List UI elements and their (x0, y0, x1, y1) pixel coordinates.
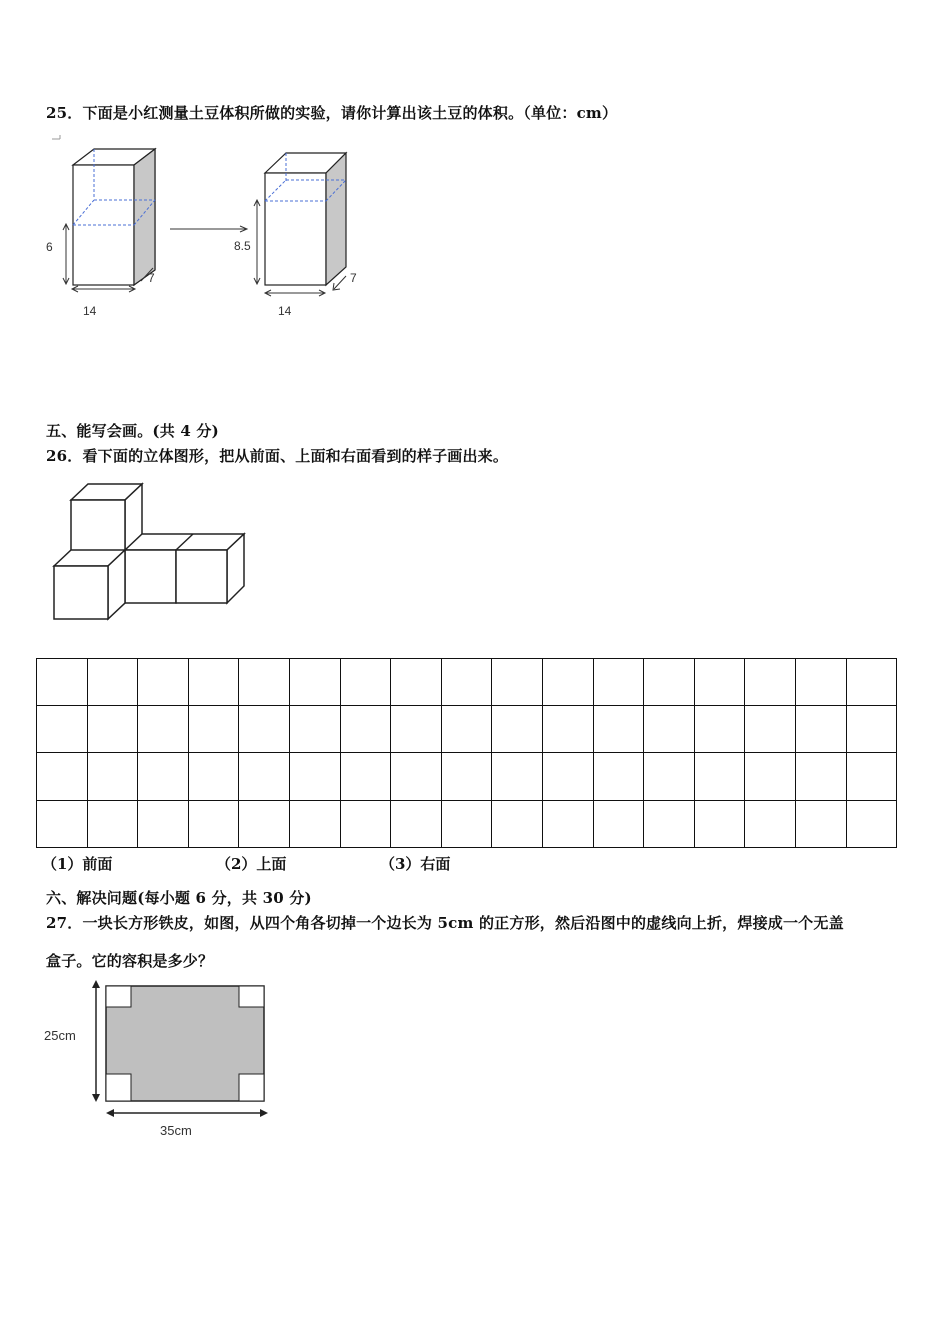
grid-cell[interactable] (694, 659, 745, 706)
grid-row (37, 659, 897, 706)
grid-cell[interactable] (239, 800, 290, 847)
grid-cell[interactable] (593, 659, 644, 706)
box2-width-label: 7 (350, 271, 357, 285)
grid-cell[interactable] (188, 706, 239, 753)
grid-cell[interactable] (441, 659, 492, 706)
grid-cell[interactable] (492, 659, 543, 706)
box2-height-label: 8.5 (234, 239, 251, 253)
grid-cell[interactable] (745, 659, 796, 706)
grid-cell[interactable] (441, 706, 492, 753)
grid-cell[interactable] (188, 800, 239, 847)
grid-cell[interactable] (87, 800, 138, 847)
grid-cell[interactable] (138, 659, 189, 706)
grid-cell[interactable] (37, 753, 88, 800)
container-after (234, 153, 357, 318)
container-before (46, 149, 155, 318)
grid-cell[interactable] (340, 659, 391, 706)
q25-figure (40, 135, 380, 325)
grid-cell[interactable] (694, 706, 745, 753)
cube-figure (50, 480, 250, 625)
grid-cell[interactable] (37, 659, 88, 706)
drawing-grid[interactable] (36, 658, 897, 848)
grid-cell[interactable] (239, 753, 290, 800)
grid-cell[interactable] (795, 706, 846, 753)
section5-title: 五、能写会画。(共 4 分) (46, 422, 219, 440)
grid-cell[interactable] (846, 659, 897, 706)
grid-cell[interactable] (37, 706, 88, 753)
q27-text-line2: 盒子。它的容积是多少？ (46, 952, 214, 970)
section6-title: 六、解决问题(每小题 6 分，共 30 分) (46, 889, 312, 907)
grid-cell[interactable] (391, 659, 442, 706)
grid-cell[interactable] (542, 706, 593, 753)
grid-cell[interactable] (795, 753, 846, 800)
caption-right: （3）右面 (380, 855, 451, 873)
grid-cell[interactable] (542, 753, 593, 800)
box1-length-label: 14 (83, 304, 97, 318)
grid-cell[interactable] (87, 753, 138, 800)
sheet-height-label: 25cm (44, 1028, 76, 1043)
grid-cell[interactable] (644, 659, 695, 706)
grid-cell[interactable] (391, 706, 442, 753)
grid-cell[interactable] (87, 706, 138, 753)
q25-text: 25．下面是小红测量土豆体积所做的实验，请你计算出该土豆的体积。（单位：cm） (46, 104, 618, 122)
grid-cell[interactable] (37, 800, 88, 847)
grid-cell[interactable] (340, 706, 391, 753)
grid-cell[interactable] (846, 800, 897, 847)
grid-cell[interactable] (492, 706, 543, 753)
grid-cell[interactable] (492, 753, 543, 800)
grid-cell[interactable] (694, 800, 745, 847)
grid-cell[interactable] (138, 706, 189, 753)
grid-cell[interactable] (593, 753, 644, 800)
grid-cell[interactable] (289, 753, 340, 800)
box1-width-label: 7 (148, 271, 155, 285)
sheet-width-label: 35cm (160, 1123, 192, 1138)
grid-cell[interactable] (441, 800, 492, 847)
grid-cell[interactable] (644, 800, 695, 847)
grid-cell[interactable] (289, 659, 340, 706)
grid-row (37, 753, 897, 800)
grid-cell[interactable] (391, 753, 442, 800)
grid-cell[interactable] (492, 800, 543, 847)
q26-text: 26．看下面的立体图形，把从前面、上面和右面看到的样子画出来。 (46, 447, 509, 465)
grid-cell[interactable] (391, 800, 442, 847)
grid-cell[interactable] (542, 659, 593, 706)
grid-cell[interactable] (138, 753, 189, 800)
caption-top: （2）上面 (216, 855, 287, 873)
grid-cell[interactable] (289, 800, 340, 847)
grid-cell[interactable] (340, 800, 391, 847)
grid-cell[interactable] (745, 706, 796, 753)
grid-cell[interactable] (846, 706, 897, 753)
grid-cell[interactable] (239, 706, 290, 753)
grid-cell[interactable] (593, 706, 644, 753)
grid-cell[interactable] (644, 706, 695, 753)
grid-cell[interactable] (795, 800, 846, 847)
grid-cell[interactable] (289, 706, 340, 753)
grid-cell[interactable] (188, 753, 239, 800)
grid-cell[interactable] (593, 800, 644, 847)
grid-cell[interactable] (441, 753, 492, 800)
grid-cell[interactable] (745, 753, 796, 800)
grid-cell[interactable] (644, 753, 695, 800)
grid-cell[interactable] (188, 659, 239, 706)
q27-text-line1: 27．一块长方形铁皮，如图，从四个角各切掉一个边长为 5cm 的正方形，然后沿图中的虚线向上折，焊接成一个无盖 (46, 914, 844, 932)
grid-cell[interactable] (542, 800, 593, 847)
caption-front: （1）前面 (42, 855, 113, 873)
grid-cell[interactable] (340, 753, 391, 800)
grid-cell[interactable] (87, 659, 138, 706)
box1-height-label: 6 (46, 240, 53, 254)
grid-cell[interactable] (745, 800, 796, 847)
grid-cell[interactable] (138, 800, 189, 847)
sheet-figure (40, 978, 280, 1143)
grid-cell[interactable] (846, 753, 897, 800)
grid-cell[interactable] (239, 659, 290, 706)
grid-row (37, 800, 897, 847)
box2-length-label: 14 (278, 304, 292, 318)
grid-row (37, 706, 897, 753)
grid-cell[interactable] (795, 659, 846, 706)
grid-cell[interactable] (694, 753, 745, 800)
